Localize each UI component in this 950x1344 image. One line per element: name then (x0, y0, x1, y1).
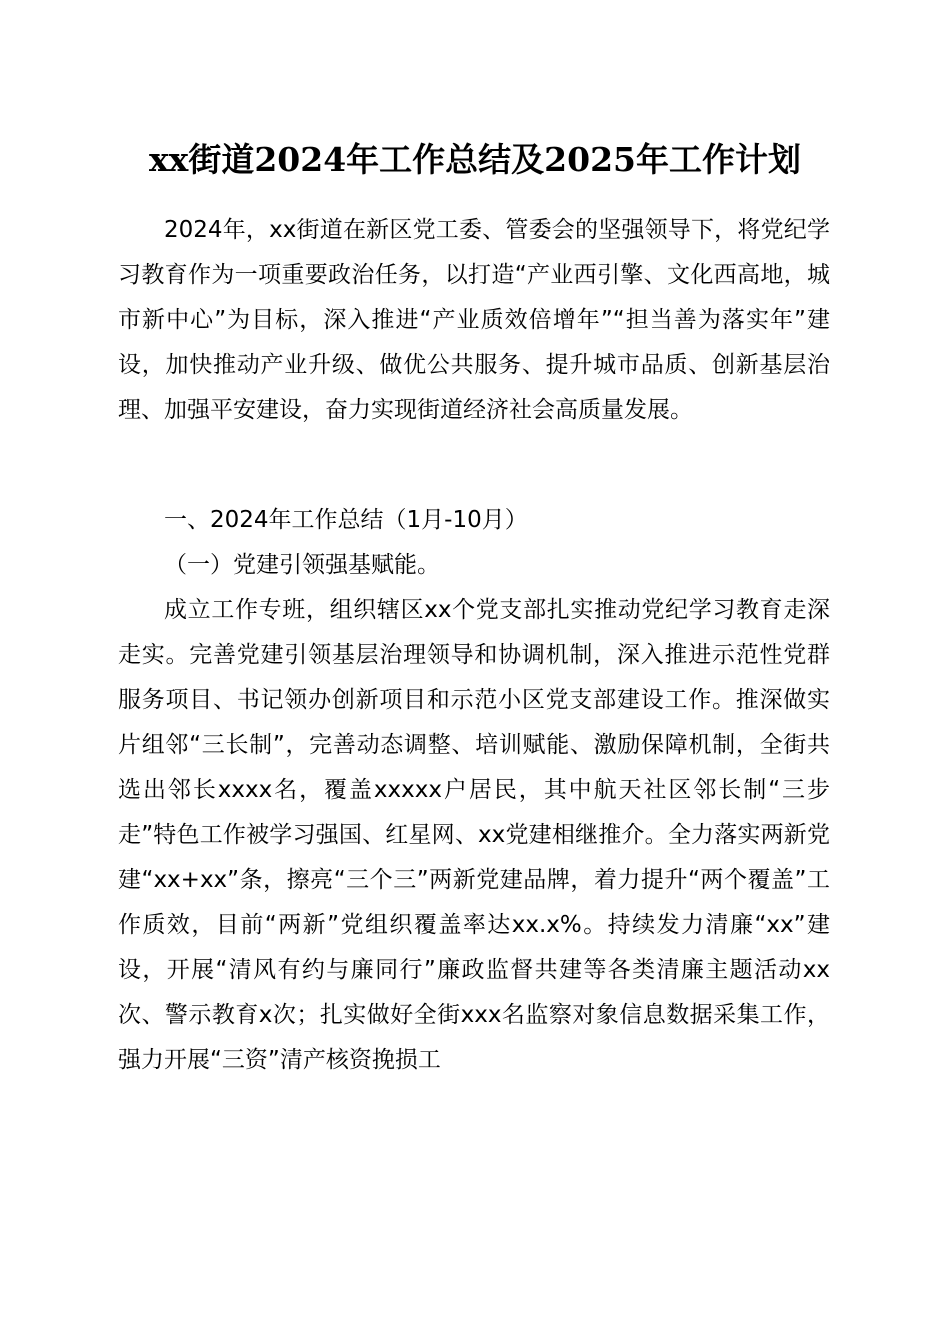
intro-paragraph: 2024年，xx街道在新区党工委、管委会的坚强领导下，将党纪学习教育作为一项重要政治任务，以打造“产业西引擎、文化西高地，城市新中心”为目标，深入推进“产业质效倍增年”“担当善为落实年”建设，加快推动产业升级、做优公共服务、提升城市品质、创新基层治理、加强平安建设，奋力实现街道经济社会高质量发展。 (118, 217, 830, 423)
intro-paragraph-block (118, 208, 830, 433)
subsection-heading: （一）党建引领强基赋能。 (164, 552, 440, 578)
subsection-heading-block (118, 543, 830, 588)
section-paragraph-block (118, 588, 830, 1083)
section-heading-block (118, 498, 830, 543)
section-paragraph: 成立工作专班，组织辖区xx个党支部扎实推动党纪学习教育走深走实。完善党建引领基层治理领导和协调机制，深入推进示范性党群服务项目、书记领办创新项目和示范小区党支部建设工作。推深做实片组邻“三长制”，完善动态调整、培训赋能、激励保障机制，全街共选出邻长xxxx名，覆盖xxxxx户居民，其中航天社区邻长制“三步走”特色工作被学习强国、红星网、xx党建相继推介。全力落实两新党建“xx+xx”条，擦亮“三个三”两新党建品牌，着力提升“两个覆盖”工作质效，目前“两新”党组织覆盖率达xx.x%。持续发力清廉“xx”建设，开展“清风有约与廉同行”廉政监督共建等各类清廉主题活动xx次、警示教育x次；扎实做好全街xxx名监察对象信息数据采集工作，强力开展“三资”清产核资挽损工 (118, 597, 830, 1073)
document-title: xx街道2024年工作总结及2025年工作计划 (148, 140, 802, 179)
section-heading: 一、2024年工作总结（1月-10月） (164, 507, 528, 533)
